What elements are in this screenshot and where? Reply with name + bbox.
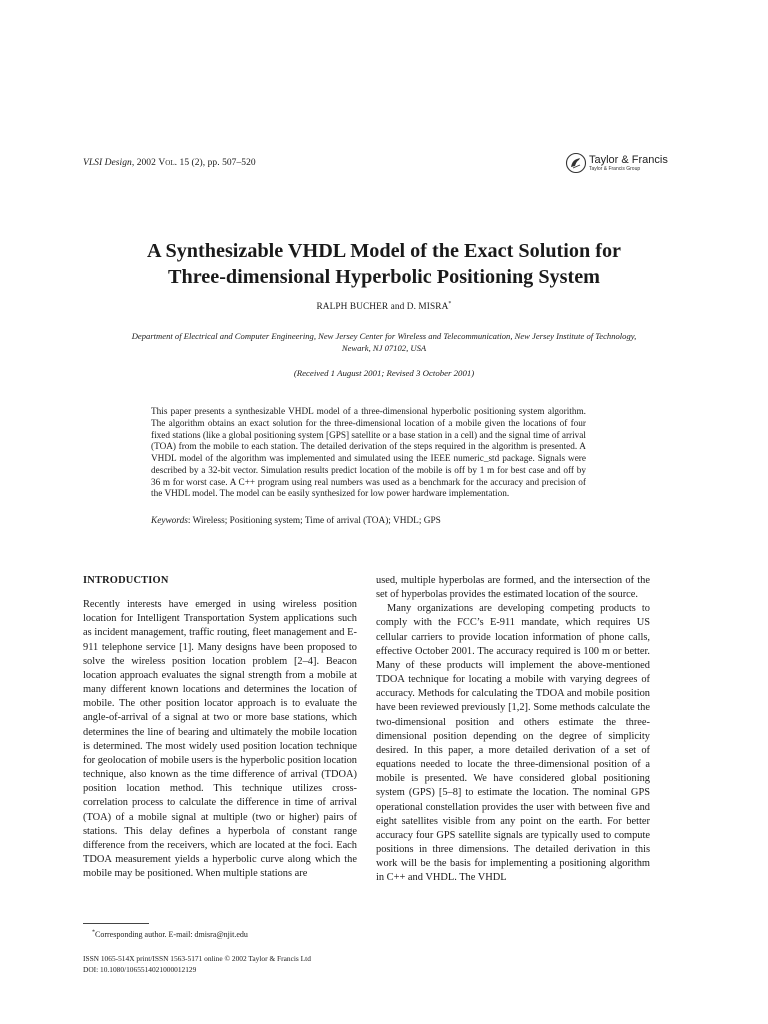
body-right-column — [376, 574, 650, 885]
journal-year: , 2002 — [131, 158, 159, 168]
publisher-group: Taylor & Francis Group — [589, 165, 641, 172]
footnote-mark: * — [92, 929, 95, 935]
keywords-text: : Wireless; Positioning system; Time of arrival (TOA); VHDL; GPS — [187, 516, 441, 526]
author-names: RALPH BUCHER and D. MISRA — [316, 302, 449, 313]
footnote-text: Corresponding author. E-mail: dmisra@njit.edu — [95, 929, 248, 939]
footnote — [83, 929, 248, 939]
author-footnote-mark: * — [448, 301, 452, 307]
issn-line: ISSN 1065-514X print/ISSN 1563-5171 online © 2002 Taylor & Francis Ltd — [83, 954, 311, 963]
authors — [84, 301, 684, 312]
keywords-label: Keywords — [151, 516, 188, 526]
body-paragraph: Many organizations are developing competing products to comply with the FCC’s E-911 mandate, which requires US cellular carriers to provide location information of phone calls, effective October 2001. The accuracy required is 100 m or better. Many of these products will implement the above-mentioned TDOA technique for locating a mobile with varying degrees of accuracy. Methods for calculating the TDOA and mobile position have been reviewed previously [1,2]. Some methods calculate the two-dimensional position and others estimate the three-dimensional position depending on the degree of simplicity desired. In this paper, a more detailed derivation of a set of equations needed to locate the three-dimensional position of a mobile is presented. We have considered global positioning system (GPS) [5–8] to estimate the location. The nominal GPS operational constellation provides the user with between five and eight satellites visible from any point on the earth. For better accuracy four GPS satellite signals are typically used to compute positions in three dimensions. The detailed derivation in this work will be the basis for implementing a positioning algorithm in C++ and VHDL. The VHDL — [376, 603, 650, 884]
affiliation-line-1: Department of Electrical and Computer Engineering, New Jersey Center for Wireless and Telecommunication, New Jersey Institute of Technology, — [131, 331, 637, 341]
journal-citation — [83, 158, 256, 168]
body-paragraph: used, multiple hyperbolas are formed, and the intersection of the set of hyperbolas provides the estimated location of the source. — [376, 575, 650, 601]
publisher-name: Taylor & Francis — [589, 153, 668, 166]
taylor-francis-logo-icon — [565, 152, 587, 174]
affiliation-line-2: Newark, NJ 07102, USA — [341, 342, 427, 353]
received-dates: (Received 1 August 2001; Revised 3 October 2001) — [293, 368, 475, 378]
body-paragraph: Recently interests have emerged in using wireless position location for Intelligent Transportation System applications such as incident management, traffic routing, fleet management and E-911 telephone service [1]. Many designs have been proposed to solve the wireless position location problem [2–4]. Beacon location approach evaluates the signal strength from a mobile at many different known locations and determines the location of mobile. The other position locator approach is to evaluate the angle-of-arrival of a signal at two or more base stations, which determines the line of bearing and ultimately the mobile location is determined. The most widely used position location technique for geolocation of mobile users is the hyperbolic position location technique, also known as the time difference of arrival (TDOA) position location method. This technique utilizes cross-correlation process to calculate the difference in time of arrival (TOA) of a mobile signal at multiple (two or higher) pairs of stations. This delay defines a hyperbola of constant range difference from the receivers, which are located at the foci. Each TDOA measurement yields a hyperbolic curve along which the mobile may be positioned. When multiple stations are — [83, 599, 357, 880]
keywords — [151, 516, 621, 526]
doi-line: DOI: 10.1080/1065514021000012129 — [83, 965, 197, 974]
publisher-logo — [565, 152, 668, 174]
affiliation — [80, 331, 688, 355]
footnote-divider — [83, 923, 149, 924]
journal-volume-label: Vol — [158, 158, 175, 168]
body-left-column — [83, 574, 357, 881]
journal-volume-details: . 15 (2), pp. 507–520 — [174, 158, 256, 168]
paper-title — [84, 238, 684, 290]
page-footer — [83, 953, 311, 975]
abstract: This paper presents a synthesizable VHDL model of a three-dimensional hyperbolic positioning system algorithm. The algorithm obtains an exact solution for the three-dimensional location of a mobile given the locations of four fixed stations (like a global positioning system [GPS] satellite or a base station in a cell) and the signal time of arrival (TOA) from the mobile to each station. The detailed derivation of the steps required in the algorithm is presented. A VHDL model of the algorithm was implemented and simulated using the IEEE numeric_std package. Signals were described by a 32-bit vector. Simulation results predict location of the mobile is off by 1 m for best case and off by 36 m for worst case. A C++ program using real numbers was used as a benchmark for the accuracy and precision of the VHDL model. The model can be easily synthesized for low power hardware implementation. — [151, 407, 586, 500]
paper-title-line-1: A Synthesizable VHDL Model of the Exact Solution for — [146, 240, 622, 262]
journal-name: VLSI Design — [83, 158, 132, 168]
section-heading-introduction: INTRODUCTION — [83, 575, 169, 586]
paper-title-line-2: Three-dimensional Hyperbolic Positioning System — [168, 266, 600, 288]
